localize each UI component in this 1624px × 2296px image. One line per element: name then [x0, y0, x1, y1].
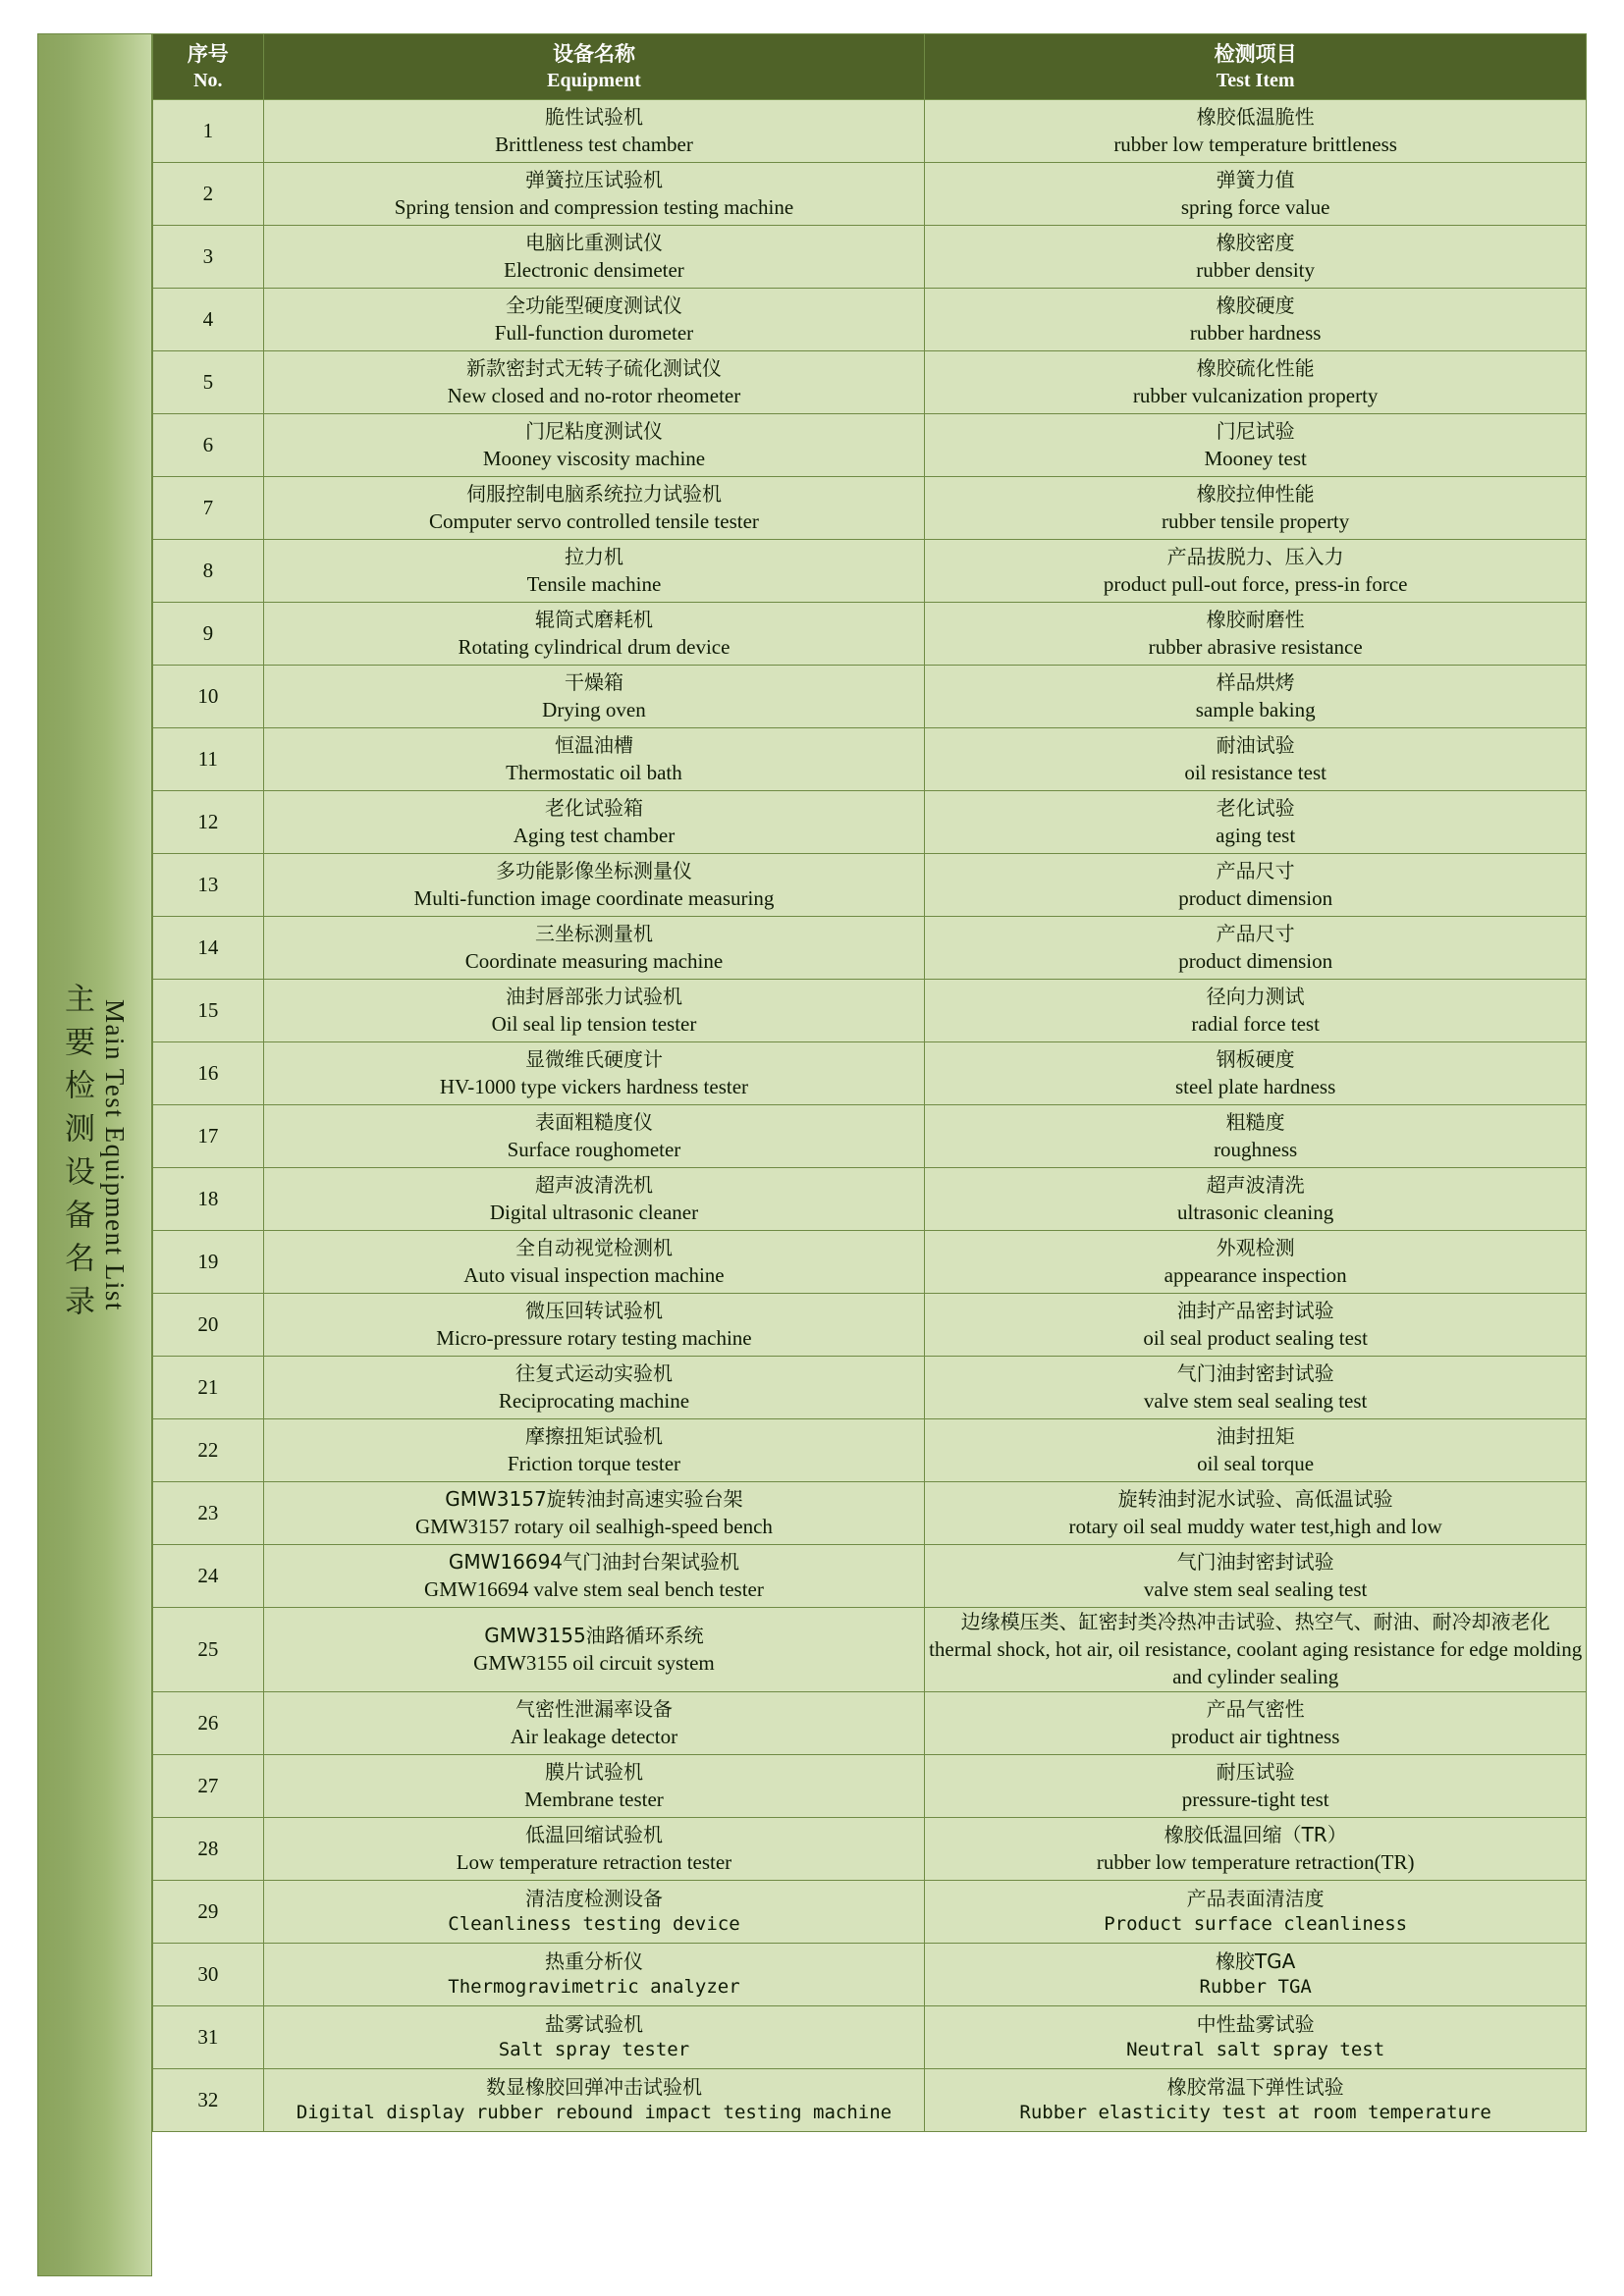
test-item-cell — [925, 1419, 1587, 1482]
test-item-cell — [925, 477, 1587, 540]
test-item-en: Rubber elasticity test at room temperature — [1019, 2102, 1491, 2124]
row-number: 26 — [153, 1691, 264, 1754]
row-number: 20 — [153, 1294, 264, 1357]
equipment-name-en: Electronic densimeter — [504, 258, 684, 283]
equipment-cell — [263, 1105, 925, 1168]
equipment-name-en: Salt spray tester — [498, 2039, 690, 2061]
column-header-equipment — [263, 34, 925, 100]
table-body — [153, 100, 1587, 2132]
test-item-cn: 橡胶耐磨性 — [1206, 608, 1305, 632]
equipment-name-cn: 全功能型硬度测试仪 — [505, 294, 682, 318]
table-row — [153, 1943, 1587, 2005]
equipment-name-en: Mooney viscosity machine — [482, 447, 706, 471]
row-number: 7 — [153, 477, 264, 540]
equipment-name-en: Aging test chamber — [513, 824, 676, 848]
equipment-name-en: Air leakage detector — [510, 1725, 678, 1749]
test-item-en: valve stem seal sealing test — [1143, 1389, 1368, 1414]
side-title-band — [37, 33, 152, 2276]
row-number: 28 — [153, 1817, 264, 1880]
equipment-cell — [263, 980, 925, 1042]
test-item-en: ultrasonic cleaning — [1177, 1201, 1334, 1225]
row-number: 25 — [153, 1608, 264, 1692]
equipment-cell — [263, 1545, 925, 1608]
row-number: 22 — [153, 1419, 264, 1482]
equipment-name-cn: 膜片试验机 — [544, 1760, 643, 1785]
row-number: 32 — [153, 2068, 264, 2131]
equipment-cell — [263, 477, 925, 540]
test-item-cell — [925, 1691, 1587, 1754]
equipment-name-cn: 往复式运动实验机 — [514, 1362, 673, 1386]
table-row — [153, 1105, 1587, 1168]
column-header-test-item — [925, 34, 1587, 100]
row-number: 1 — [153, 100, 264, 163]
equipment-name-en: GMW16694 valve stem seal bench tester — [424, 1577, 764, 1602]
equipment-cell — [263, 226, 925, 289]
table-row — [153, 100, 1587, 163]
row-number: 19 — [153, 1231, 264, 1294]
equipment-cell — [263, 1691, 925, 1754]
equipment-cell — [263, 540, 925, 603]
row-number: 24 — [153, 1545, 264, 1608]
table-row — [153, 1608, 1587, 1692]
test-item-cell — [925, 1608, 1587, 1692]
equipment-cell — [263, 289, 925, 351]
equipment-name-en: Digital display rubber rebound impact testing machine — [296, 2102, 893, 2124]
test-item-cell — [925, 1880, 1587, 1943]
equipment-name-cn: GMW3155油路循环系统 — [484, 1624, 704, 1648]
equipment-name-cn: 热重分析仪 — [544, 1949, 643, 1974]
equipment-cell — [263, 414, 925, 477]
test-item-cell — [925, 791, 1587, 854]
equipment-cell — [263, 1880, 925, 1943]
equipment-name-en: Auto visual inspection machine — [463, 1263, 725, 1288]
test-item-cn: 边缘模压类、缸密封类冷热冲击试验、热空气、耐油、耐冷却液老化 — [960, 1610, 1550, 1633]
equipment-cell — [263, 917, 925, 980]
row-number: 14 — [153, 917, 264, 980]
equipment-cell — [263, 2068, 925, 2131]
test-item-en: Product surface cleanliness — [1104, 1913, 1408, 1936]
test-item-en: oil seal product sealing test — [1143, 1326, 1368, 1351]
equipment-name-cn: 新款密封式无转子硫化测试仪 — [465, 356, 722, 381]
row-number: 21 — [153, 1357, 264, 1419]
equipment-name-en: Cleanliness testing device — [448, 1913, 740, 1936]
test-item-cell — [925, 351, 1587, 414]
test-item-en: rubber vulcanization property — [1132, 384, 1379, 408]
table-row — [153, 917, 1587, 980]
test-item-cell — [925, 854, 1587, 917]
table-row — [153, 1545, 1587, 1608]
test-item-cn: 气门油封密封试验 — [1176, 1362, 1334, 1386]
test-item-cn: 径向力测试 — [1206, 985, 1305, 1009]
row-number: 23 — [153, 1482, 264, 1545]
equipment-name-en: Brittleness test chamber — [495, 133, 693, 157]
row-number: 2 — [153, 163, 264, 226]
equipment-cell — [263, 728, 925, 791]
row-number: 3 — [153, 226, 264, 289]
table-row — [153, 980, 1587, 1042]
equipment-name-cn: 表面粗糙度仪 — [534, 1110, 653, 1135]
test-item-en: rubber density — [1196, 258, 1316, 283]
test-item-cn: 超声波清洗 — [1206, 1173, 1305, 1198]
equipment-name-en: Oil seal lip tension tester — [491, 1012, 697, 1037]
test-item-cn: 气门油封密封试验 — [1176, 1550, 1334, 1575]
test-item-cn: 橡胶硬度 — [1216, 294, 1295, 318]
equipment-cell — [263, 2005, 925, 2068]
test-item-cn: 耐油试验 — [1216, 733, 1295, 758]
test-item-cn: 油封产品密封试验 — [1176, 1299, 1334, 1323]
table-row — [153, 351, 1587, 414]
test-item-cell — [925, 1943, 1587, 2005]
test-item-cn: 老化试验 — [1216, 796, 1295, 821]
row-number: 29 — [153, 1880, 264, 1943]
equipment-name-cn: 拉力机 — [564, 545, 623, 569]
test-item-en: pressure-tight test — [1181, 1788, 1329, 1812]
test-item-cell — [925, 163, 1587, 226]
row-number: 8 — [153, 540, 264, 603]
table-row — [153, 2005, 1587, 2068]
table-row — [153, 666, 1587, 728]
table-row — [153, 289, 1587, 351]
test-item-en: product pull-out force, press-in force — [1103, 572, 1408, 597]
row-number: 4 — [153, 289, 264, 351]
equipment-name-cn: 多功能影像坐标测量仪 — [495, 859, 692, 883]
equipment-name-en: Spring tension and compression testing machine — [394, 195, 794, 220]
test-item-en: Rubber TGA — [1199, 1976, 1312, 1999]
test-item-en: rubber low temperature brittleness — [1113, 133, 1397, 157]
test-item-cn: 产品表面清洁度 — [1186, 1887, 1325, 1911]
equipment-name-en: Thermostatic oil bath — [506, 761, 682, 785]
test-item-cell — [925, 1482, 1587, 1545]
equipment-name-en: GMW3155 oil circuit system — [473, 1651, 715, 1676]
table-row — [153, 791, 1587, 854]
test-item-cell — [925, 603, 1587, 666]
test-item-en: oil seal torque — [1197, 1452, 1315, 1476]
equipment-cell — [263, 1357, 925, 1419]
equipment-name-en: Drying oven — [542, 698, 646, 722]
test-item-cn: 橡胶低温脆性 — [1196, 105, 1315, 130]
table-row — [153, 1294, 1587, 1357]
test-item-cn: 钢板硬度 — [1216, 1047, 1295, 1072]
test-item-cn: 耐压试验 — [1216, 1760, 1295, 1785]
test-item-cell — [925, 100, 1587, 163]
test-item-en: spring force value — [1180, 195, 1330, 220]
table-header-row — [153, 34, 1587, 100]
equipment-table-wrapper — [152, 33, 1587, 2276]
equipment-name-cn: 弹簧拉压试验机 — [524, 168, 663, 192]
row-number: 16 — [153, 1042, 264, 1105]
equipment-cell — [263, 666, 925, 728]
table-row — [153, 854, 1587, 917]
equipment-cell — [263, 1168, 925, 1231]
table-row — [153, 1880, 1587, 1943]
row-number: 13 — [153, 854, 264, 917]
equipment-cell — [263, 1943, 925, 2005]
equipment-cell — [263, 603, 925, 666]
test-item-cell — [925, 917, 1587, 980]
test-item-en: rubber hardness — [1189, 321, 1322, 346]
equipment-name-en: Multi-function image coordinate measuring — [413, 886, 775, 911]
row-number: 5 — [153, 351, 264, 414]
equipment-name-en: Low temperature retraction tester — [456, 1850, 732, 1875]
test-item-cn: 产品拔脱力、压入力 — [1166, 545, 1344, 569]
test-item-en: rubber tensile property — [1162, 509, 1350, 534]
test-item-cell — [925, 1294, 1587, 1357]
row-number: 12 — [153, 791, 264, 854]
equipment-name-cn: 气密性泄漏率设备 — [514, 1697, 673, 1722]
equipment-name-cn: 摩擦扭矩试验机 — [524, 1424, 663, 1449]
test-item-en: rubber low temperature retraction(TR) — [1096, 1850, 1415, 1875]
table-row — [153, 1691, 1587, 1754]
test-item-cell — [925, 414, 1587, 477]
test-item-cell — [925, 1357, 1587, 1419]
equipment-cell — [263, 1419, 925, 1482]
test-item-en: aging test — [1216, 824, 1296, 848]
equipment-name-cn: GMW16694气门油封台架试验机 — [448, 1550, 740, 1575]
test-item-cell — [925, 1231, 1587, 1294]
row-number: 30 — [153, 1943, 264, 2005]
equipment-name-cn: 显微维氏硬度计 — [524, 1047, 663, 1072]
equipment-cell — [263, 163, 925, 226]
test-item-en: Mooney test — [1204, 447, 1307, 471]
table-row — [153, 1231, 1587, 1294]
test-item-cn: 橡胶低温回缩（TR） — [1164, 1823, 1347, 1847]
equipment-cell — [263, 351, 925, 414]
test-item-cell — [925, 1754, 1587, 1817]
row-number: 18 — [153, 1168, 264, 1231]
row-number: 9 — [153, 603, 264, 666]
table-row — [153, 603, 1587, 666]
equipment-name-en: Coordinate measuring machine — [464, 949, 724, 974]
test-item-en: rotary oil seal muddy water test,high and low — [1068, 1515, 1442, 1539]
side-title-english: Main Test Equipment List — [100, 998, 131, 1311]
equipment-name-cn: 油封唇部张力试验机 — [505, 985, 682, 1009]
column-header-no — [153, 34, 264, 100]
test-item-cn: 产品尺寸 — [1216, 922, 1295, 946]
test-item-cell — [925, 2068, 1587, 2131]
table-header — [153, 34, 1587, 100]
test-item-en: thermal shock, hot air, oil resistance, coolant aging resistance for edge molding and cylinder sealing — [929, 1637, 1583, 1689]
test-item-cell — [925, 666, 1587, 728]
test-item-en: roughness — [1214, 1138, 1298, 1162]
table-row — [153, 414, 1587, 477]
test-item-cell — [925, 289, 1587, 351]
row-number: 17 — [153, 1105, 264, 1168]
equipment-name-cn: 干燥箱 — [564, 670, 623, 695]
table-row — [153, 163, 1587, 226]
column-header-equipment-cn: 设备名称 — [552, 41, 635, 66]
test-item-en: sample baking — [1195, 698, 1316, 722]
equipment-name-en: Surface roughometer — [507, 1138, 681, 1162]
table-row — [153, 2068, 1587, 2131]
equipment-name-en: Rotating cylindrical drum device — [458, 635, 731, 660]
equipment-name-en: Thermogravimetric analyzer — [448, 1976, 740, 1999]
test-item-cn: 橡胶硫化性能 — [1196, 356, 1315, 381]
test-item-en: appearance inspection — [1164, 1263, 1347, 1288]
test-item-cell — [925, 226, 1587, 289]
equipment-name-cn: 恒温油槽 — [554, 733, 633, 758]
equipment-cell — [263, 1608, 925, 1692]
test-item-cn: 橡胶常温下弹性试验 — [1166, 2075, 1344, 2100]
equipment-cell — [263, 1817, 925, 1880]
equipment-table — [152, 33, 1587, 2132]
equipment-cell — [263, 1754, 925, 1817]
test-item-cn: 产品尺寸 — [1216, 859, 1295, 883]
table-row — [153, 1817, 1587, 1880]
test-item-en: steel plate hardness — [1175, 1075, 1336, 1099]
table-row — [153, 1357, 1587, 1419]
equipment-name-cn: 门尼粘度测试仪 — [524, 419, 663, 444]
equipment-name-en: Reciprocating machine — [498, 1389, 690, 1414]
test-item-cell — [925, 2005, 1587, 2068]
test-item-cn: 橡胶拉伸性能 — [1196, 482, 1315, 507]
table-row — [153, 728, 1587, 791]
test-item-en: product dimension — [1178, 886, 1333, 911]
test-item-cell — [925, 1105, 1587, 1168]
equipment-name-cn: 数显橡胶回弹冲击试验机 — [485, 2075, 702, 2100]
table-row — [153, 226, 1587, 289]
equipment-name-en: Micro-pressure rotary testing machine — [436, 1326, 752, 1351]
row-number: 11 — [153, 728, 264, 791]
equipment-name-cn: 超声波清洗机 — [534, 1173, 653, 1198]
test-item-cell — [925, 1545, 1587, 1608]
equipment-name-cn: 伺服控制电脑系统拉力试验机 — [465, 482, 722, 507]
equipment-cell — [263, 1294, 925, 1357]
equipment-name-en: Tensile machine — [526, 572, 662, 597]
table-row — [153, 1482, 1587, 1545]
test-item-cn: 油封扭矩 — [1216, 1424, 1295, 1449]
test-item-cell — [925, 1817, 1587, 1880]
test-item-cell — [925, 1042, 1587, 1105]
equipment-name-en: Digital ultrasonic cleaner — [489, 1201, 699, 1225]
column-header-no-cn: 序号 — [187, 41, 229, 66]
row-number: 15 — [153, 980, 264, 1042]
test-item-cn: 样品烘烤 — [1216, 670, 1295, 695]
test-item-en: product dimension — [1178, 949, 1333, 974]
equipment-cell — [263, 854, 925, 917]
table-row — [153, 1419, 1587, 1482]
test-item-en: oil resistance test — [1184, 761, 1326, 785]
equipment-name-en: Full-function durometer — [494, 321, 694, 346]
equipment-name-en: HV-1000 type vickers hardness tester — [439, 1075, 749, 1099]
test-item-cn: 旋转油封泥水试验、高低温试验 — [1117, 1487, 1393, 1512]
column-header-no-en: No. — [193, 70, 223, 92]
row-number: 31 — [153, 2005, 264, 2068]
equipment-name-en: Membrane tester — [524, 1788, 664, 1812]
table-row — [153, 1754, 1587, 1817]
column-header-test-item-en: Test Item — [1216, 70, 1295, 92]
row-number: 10 — [153, 666, 264, 728]
test-item-cell — [925, 540, 1587, 603]
equipment-name-cn: 脆性试验机 — [544, 105, 643, 130]
test-item-cn: 橡胶TGA — [1215, 1949, 1296, 1974]
test-item-cn: 粗糙度 — [1225, 1110, 1285, 1135]
equipment-name-en: Friction torque tester — [507, 1452, 681, 1476]
test-item-en: product air tightness — [1170, 1725, 1340, 1749]
test-item-cell — [925, 1168, 1587, 1231]
equipment-cell — [263, 1231, 925, 1294]
test-item-en: Neutral salt spray test — [1126, 2039, 1385, 2061]
equipment-cell — [263, 791, 925, 854]
test-item-cn: 中性盐雾试验 — [1196, 2012, 1315, 2037]
equipment-name-cn: GMW3157旋转油封高速实验台架 — [445, 1487, 743, 1512]
equipment-name-cn: 盐雾试验机 — [544, 2012, 643, 2037]
equipment-name-en: Computer servo controlled tensile tester — [429, 509, 759, 534]
equipment-cell — [263, 100, 925, 163]
column-header-test-item-cn: 检测项目 — [1214, 41, 1297, 66]
equipment-name-cn: 全自动视觉检测机 — [514, 1236, 673, 1260]
equipment-name-cn: 电脑比重测试仪 — [524, 231, 663, 255]
equipment-name-cn: 低温回缩试验机 — [524, 1823, 663, 1847]
row-number: 6 — [153, 414, 264, 477]
equipment-name-cn: 辊筒式磨耗机 — [534, 608, 653, 632]
side-title-chinese: 主要检测设备名录 — [59, 982, 95, 1328]
test-item-cn: 橡胶密度 — [1216, 231, 1295, 255]
equipment-name-cn: 微压回转试验机 — [524, 1299, 663, 1323]
test-item-en: valve stem seal sealing test — [1143, 1577, 1368, 1602]
table-row — [153, 1168, 1587, 1231]
equipment-name-en: New closed and no-rotor rheometer — [447, 384, 741, 408]
equipment-name-cn: 老化试验箱 — [544, 796, 643, 821]
test-item-en: radial force test — [1191, 1012, 1320, 1037]
test-item-en: rubber abrasive resistance — [1148, 635, 1363, 660]
equipment-cell — [263, 1042, 925, 1105]
test-item-cell — [925, 980, 1587, 1042]
test-item-cn: 产品气密性 — [1206, 1697, 1305, 1722]
test-item-cn: 外观检测 — [1216, 1236, 1295, 1260]
column-header-equipment-en: Equipment — [547, 70, 641, 92]
equipment-name-cn: 清洁度检测设备 — [524, 1887, 663, 1911]
table-row — [153, 540, 1587, 603]
test-item-cn: 弹簧力值 — [1216, 168, 1295, 192]
test-item-cn: 门尼试验 — [1216, 419, 1295, 444]
table-row — [153, 477, 1587, 540]
row-number: 27 — [153, 1754, 264, 1817]
equipment-cell — [263, 1482, 925, 1545]
equipment-name-en: GMW3157 rotary oil sealhigh-speed bench — [415, 1515, 773, 1539]
test-item-cell — [925, 728, 1587, 791]
table-row — [153, 1042, 1587, 1105]
equipment-name-cn: 三坐标测量机 — [534, 922, 653, 946]
